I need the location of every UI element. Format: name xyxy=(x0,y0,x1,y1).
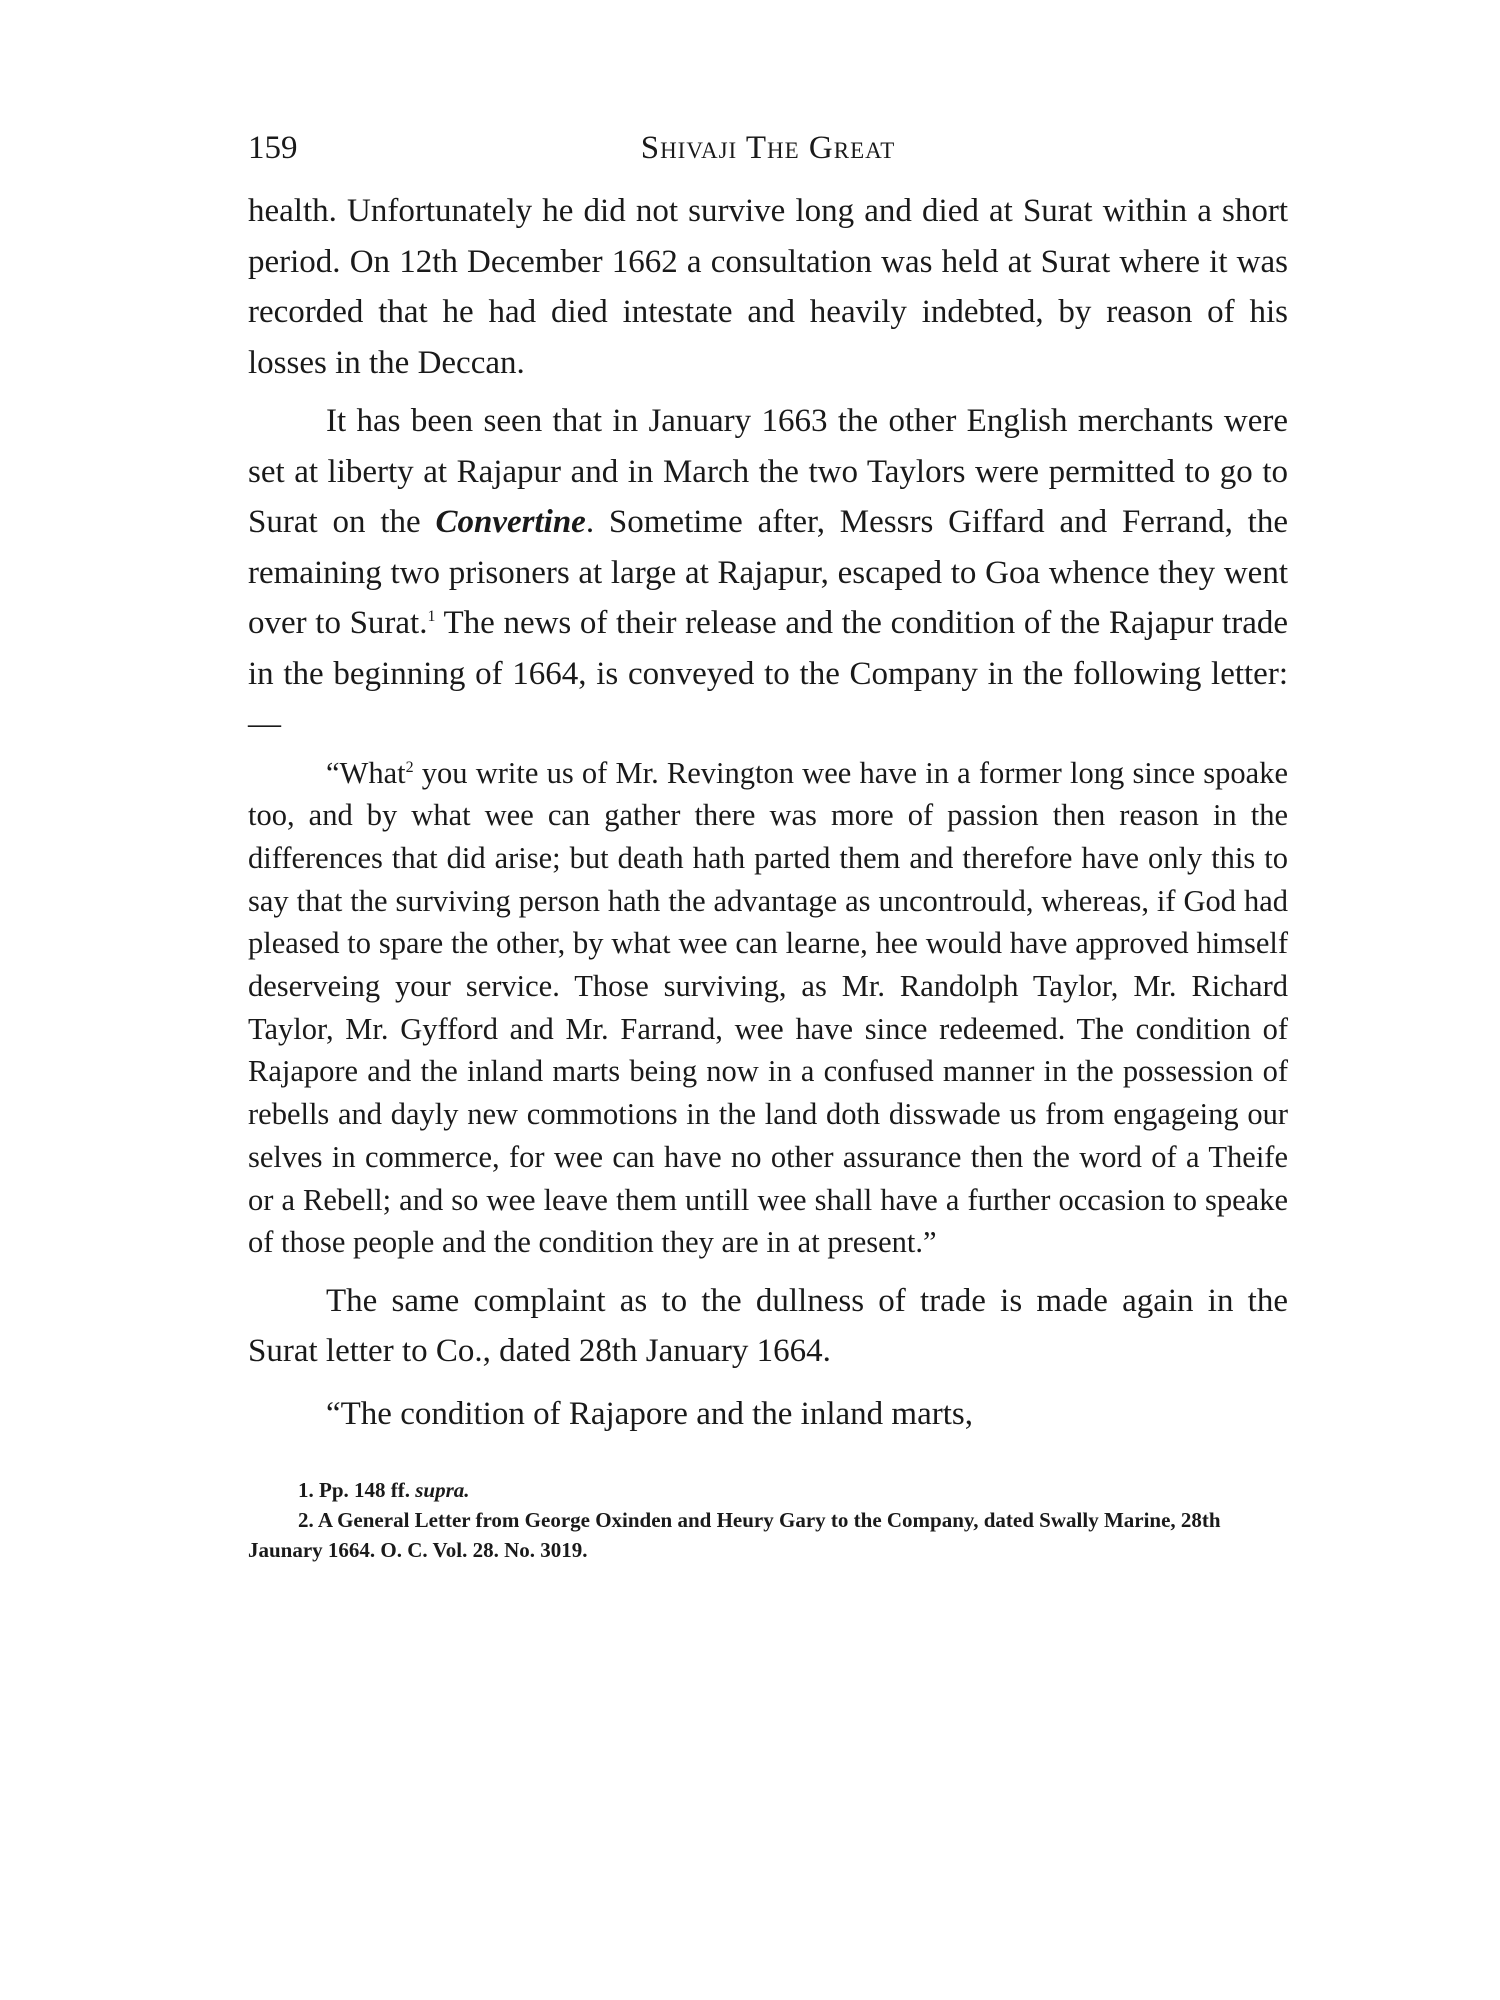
quotation-1-body: you write us of Mr. Revington wee have in a former long since spoake too, and by what wee can gather there was more of passion then reason in the differences that did arise; but death hath parted them and therefore have only this to say that the surviving person hath the advantage as uncontrould, whereas, if God had pleased to spare the other, by what wee can learne, hee would have approved himself deserveing your service. Those surviving, as Mr. Randolph Taylor, Mr. Richard Taylor, Mr. Gyfford and Mr. Farrand, wee have since redeemed. The condition of Rajapore and the inland marts being now in a confused manner in the possession of rebells and dayly new commotions in the land doth disswade us from engageing our selves in commerce, for wee can have no other assurance then the word of a Theife or a Rebell; and so wee leave them untill wee shall have a further occasion to speake of those people and the condition they are in at present.” xyxy=(248,755,1288,1260)
footnote-2-text: A General Letter from George Oxinden and Heury Gary to the Company, dated Swally Marine, 28th Jaunary 1664. O. C. Vol. 28. No. 3019. xyxy=(248,1508,1221,1563)
footnote-ref-1: 1 xyxy=(427,608,436,625)
paragraph-1: health. Unfortunately he did not survive long and died at Surat within a short period. On 12th December 1662 a consultation was held at Surat where it was recorded that he had died intestate and heavily indebted, by reason of his losses in the Deccan. xyxy=(248,193,1288,381)
paragraph-2-text-a: It has been seen that in January 1663 the other English merchants were set at liberty at Rajapur and in March the two Taylors were permitted to go to Surat on the xyxy=(248,403,1288,540)
book-page xyxy=(248,130,1288,1960)
footnote-1-italic: supra. xyxy=(415,1478,470,1503)
footnote-2-label: 2. xyxy=(298,1508,314,1533)
paragraph-2 xyxy=(248,396,1288,750)
footnote-2 xyxy=(248,1505,1288,1565)
quotation-1 xyxy=(248,752,1288,1264)
quotation-1-open: “What xyxy=(326,755,406,790)
footnote-1-label: 1. xyxy=(298,1478,314,1503)
paragraph-2-text-c: The news of their release and the condition of the Rajapur trade in the beginning of 1664, is conveyed to the Company in the following letter:— xyxy=(248,605,1288,742)
quotation-2: “The condition of Rajapore and the inland marts, xyxy=(326,1395,973,1432)
page-number: 159 xyxy=(248,130,298,166)
running-title: Shivaji The Great xyxy=(640,130,896,166)
footnote-1-text: Pp. 148 ff. xyxy=(319,1478,416,1503)
paragraph-2-text-b: . Sometime after, Messrs Giffard and Ferrand, the remaining two prisoners at large at Rajapur, escaped to Goa whence they went over to Surat. xyxy=(248,504,1288,641)
footnote-1 xyxy=(248,1475,1288,1505)
ship-name: Convertine xyxy=(435,504,586,540)
paragraph-3: The same complaint as to the dullness of trade is made again in the Surat letter to Co., dated 28th January 1664. xyxy=(248,1282,1288,1370)
page-header xyxy=(248,130,1288,186)
footnotes xyxy=(248,1475,1288,1565)
footnote-ref-2: 2 xyxy=(405,758,414,776)
